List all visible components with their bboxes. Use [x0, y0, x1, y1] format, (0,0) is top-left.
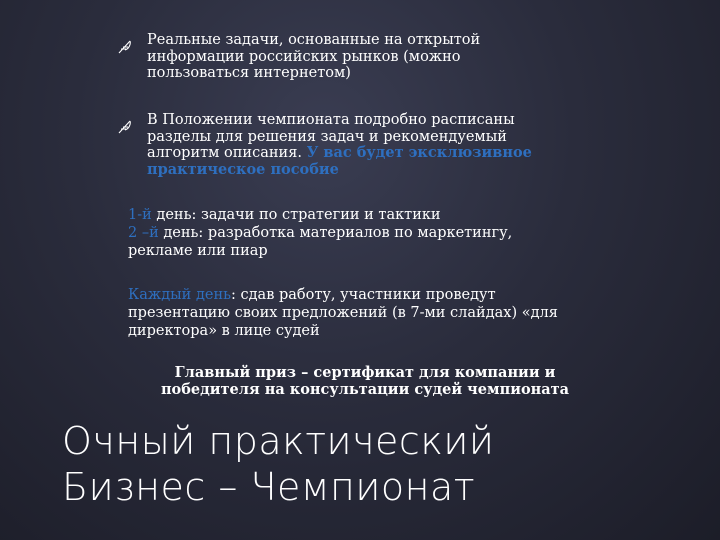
feather-quill-icon — [117, 38, 133, 54]
slide-title-line-2: Бизнес – Чемпионат — [62, 465, 476, 509]
every-day-paragraph — [128, 286, 573, 340]
bullet-item-2 — [117, 112, 557, 178]
bullet-text-2 — [147, 112, 557, 178]
day-2-text: день: разработка материалов по маркетингу, рекламе или пиар — [128, 225, 513, 259]
prize-text: Главный приз – сертификат для компании и победителя на консультации судей чемпионата — [160, 364, 570, 398]
every-day-text: : сдав работу, участники проведут презентацию своих предложений (в 7-ми слайдах) «для директора» в лице судей — [128, 287, 558, 339]
slide-title — [62, 418, 494, 510]
slide-title-line-1: Очный практический — [62, 419, 495, 463]
day-1-text: день: задачи по стратегии и тактики — [151, 207, 441, 223]
day-2-line — [128, 224, 568, 260]
day-2-label: 2 –й — [128, 225, 159, 241]
days-paragraph — [128, 206, 568, 260]
day-1-label: 1-й — [128, 207, 152, 223]
bullet-text-2-highlight: У вас будет эксклюзивное практическое пособие — [147, 144, 532, 178]
every-day-label: Каждый день — [128, 287, 232, 303]
feather-quill-icon — [117, 118, 133, 134]
bullet-text-1: Реальные задачи, основанные на открытой информации российских рынков (можно пользоваться интернетом) — [147, 32, 481, 81]
bullet-item-1 — [117, 32, 557, 82]
bullet-text-2-main: В Положении чемпионата подробно расписаны разделы для решения задач и рекомендуемый алгоритм описания. — [147, 112, 515, 161]
day-1-line — [128, 206, 568, 224]
